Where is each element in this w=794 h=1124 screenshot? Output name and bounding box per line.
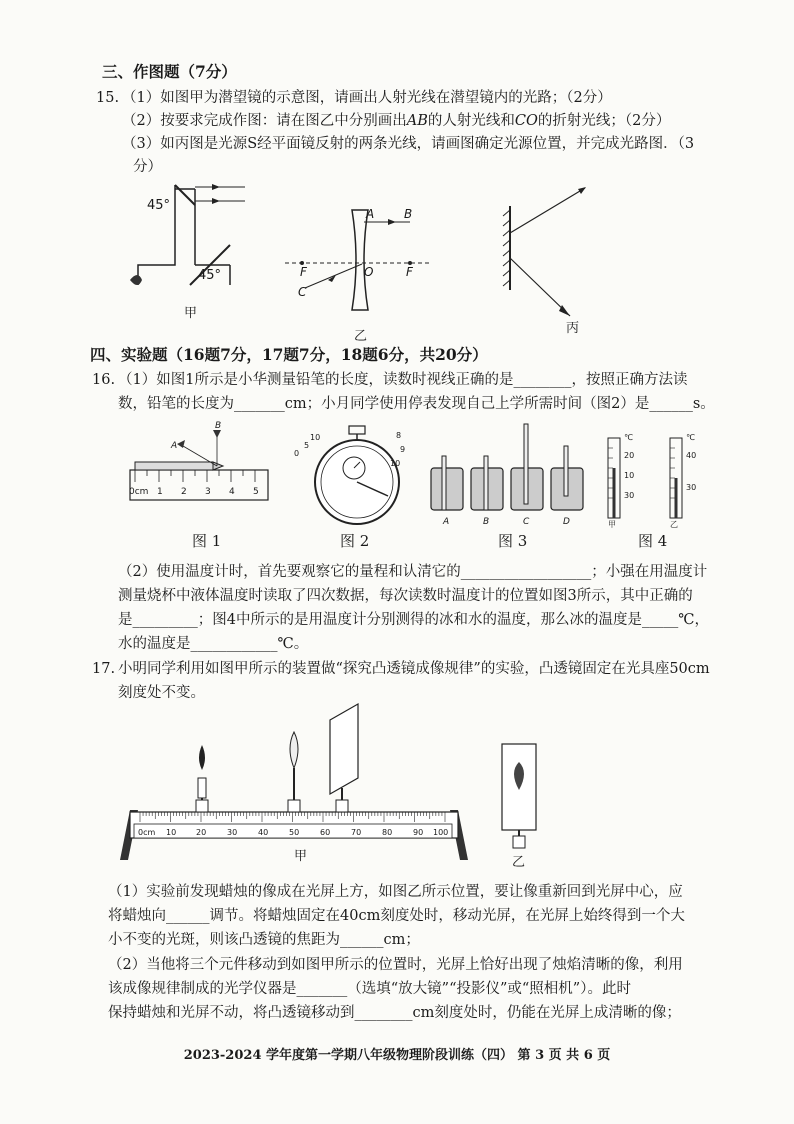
q16-part2-line4: 水的温度是____________℃。 xyxy=(118,636,309,652)
q17-part1-line3: 小不变的光斑，则该凸透镜的焦距为______cm； xyxy=(108,932,420,948)
thermo-right-tick-30: 30 xyxy=(686,483,697,492)
ruler-label-2: 2 xyxy=(181,487,187,497)
fig-yi-caption: 乙 xyxy=(354,329,368,344)
q16-part1-line1: （1）如图1所示是小华测量铅笔的长度，读数时视线正确的是________，按照正确方法读 xyxy=(118,372,688,388)
angle-bottom-label: 45° xyxy=(198,268,222,283)
ruler-label-1: 1 xyxy=(157,487,163,497)
fig-jia-caption: 甲 xyxy=(184,306,198,321)
q16-part2-line2: 测量烧杯中液体温度时读取了四次数据，每次读数时温度计的位置如图3所示，其中正确的 xyxy=(118,588,693,604)
q15-part3-cont: 分） xyxy=(133,159,162,175)
bench-caption-jia: 甲 xyxy=(294,849,308,864)
q15-part1: （1）如图甲为潜望镜的示意图，请画出人射光线在潜望镜内的光路；（2分） xyxy=(122,90,612,106)
thermo-left-tick-30: 30 xyxy=(624,491,635,500)
fig1-caption: 图 1 xyxy=(192,532,222,550)
dial-big-8: 8 xyxy=(396,431,402,440)
ruler-pencil-figure xyxy=(125,418,275,528)
q15-part3: （3）如丙图是光源S经平面镜反射的两条光线，请画图确定光源位置，并完成光路图．（3 xyxy=(122,136,695,152)
stopwatch-figure xyxy=(290,418,420,528)
eye-a-label: A xyxy=(171,441,178,451)
dial-small-5: 5 xyxy=(304,441,310,450)
q16-part2-line3: 是_________；图4中所示的是用温度计分别测得的冰和水的温度，那么冰的温度是_____℃， xyxy=(118,612,709,628)
q17-part2-line2: 该成像规律制成的光学仪器是_______（选填“放大镜”“投影仪”或“照相机”）。此时 xyxy=(108,981,631,997)
ruler-label-0: 0cm xyxy=(129,487,149,497)
bench-label-20: 20 xyxy=(196,828,207,837)
fig-bing-caption: 丙 xyxy=(566,321,580,336)
eye-b-label: B xyxy=(215,421,222,431)
bench-label-90: 90 xyxy=(413,828,424,837)
thermo-right-tick-40: 40 xyxy=(686,451,697,460)
q17-part1-line2: 将蜡烛向______调节。将蜡烛固定在40cm刻度处时，移动光屏，在光屏上始终得到一个大 xyxy=(108,908,685,924)
optical-center-label: O xyxy=(364,265,374,279)
focal-point-right-label: F xyxy=(406,265,413,279)
section-heading-3: 三、作图题（7分） xyxy=(102,62,237,81)
bench-label-60: 60 xyxy=(320,828,331,837)
question-number-16: 16. xyxy=(92,372,116,388)
point-b-label: B xyxy=(404,207,413,221)
q15-part2: （2）按要求完成作图：请在图乙中分别画出AB的人射光线和CO的折射光线；（2分） xyxy=(122,113,671,129)
dial-big-10: 10 xyxy=(390,459,401,468)
screen-image-figure xyxy=(492,740,542,870)
bench-label-50: 50 xyxy=(289,828,300,837)
q17-intro-line2: 刻度处不变。 xyxy=(118,685,205,701)
beakers-figure xyxy=(425,420,590,528)
q17-intro-line1: 小明同学利用如图甲所示的装置做“探究凸透镜成像规律”的实验，凸透镜固定在光具座50cm xyxy=(118,661,710,677)
thermometers-figure xyxy=(600,428,710,528)
q17-part2-line1: （2）当他将三个元件移动到如图甲所示的位置时，光屏上恰好出现了烛焰清晰的像，利用 xyxy=(108,957,683,973)
screen-caption-yi: 乙 xyxy=(512,855,526,870)
focal-point-left-label: F xyxy=(300,265,307,279)
bench-label-70: 70 xyxy=(351,828,362,837)
thermo-left-tick-20: 20 xyxy=(624,451,635,460)
bench-label-30: 30 xyxy=(227,828,238,837)
dial-small-0: 0 xyxy=(294,449,300,458)
q16-part1-line2: 数，铅笔的长度为_______cm；小月同学使用停表发现自己上学所需时间（图2）是______s。 xyxy=(118,396,715,412)
fig2-caption: 图 2 xyxy=(340,532,370,550)
beaker-c-label: C xyxy=(523,517,530,527)
concave-lens-figure xyxy=(280,200,440,350)
plane-mirror-figure xyxy=(490,178,600,338)
optical-bench-figure xyxy=(110,700,480,875)
ruler-label-5: 5 xyxy=(253,487,259,497)
bench-label-100: 100 xyxy=(433,828,449,837)
section-heading-4: 四、实验题（16题7分，17题7分，18题6分，共20分） xyxy=(90,345,488,364)
q17-part1-line1: （1）实验前发现蜡烛的像成在光屏上方，如图乙所示位置，要让像重新回到光屏中心，应 xyxy=(108,884,683,900)
fig4-caption: 图 4 xyxy=(638,532,668,550)
bench-label-0: 0cm xyxy=(138,828,156,837)
periscope-figure xyxy=(120,175,260,325)
dial-big-9: 9 xyxy=(400,445,406,454)
beaker-a-label: A xyxy=(443,517,450,527)
point-c-label: C xyxy=(298,285,307,299)
bench-label-80: 80 xyxy=(382,828,393,837)
q16-part2-line1: （2）使用温度计时，首先要观察它的量程和认清它的__________________；小强在用温度计 xyxy=(118,564,708,580)
q17-part2-line3: 保持蜡烛和光屏不动，将凸透镜移动到________cm刻度处时，仍能在光屏上成清晰的像； xyxy=(108,1005,681,1021)
beaker-d-label: D xyxy=(563,517,570,527)
bench-label-10: 10 xyxy=(166,828,177,837)
thermo-left-tick-10: 10 xyxy=(624,471,635,480)
thermo-right-unit: ℃ xyxy=(686,433,695,442)
page-footer: 2023-2024 学年度第一学期八年级物理阶段训练（四） 第 3 页 共 6 页 xyxy=(183,1048,611,1063)
fig3-caption: 图 3 xyxy=(498,532,528,550)
ruler-label-4: 4 xyxy=(229,487,235,497)
thermo-left-label: 甲 xyxy=(608,520,616,528)
ruler-label-3: 3 xyxy=(205,487,211,497)
thermo-right-label: 乙 xyxy=(670,520,678,528)
beaker-b-label: B xyxy=(483,517,490,527)
question-number-15: 15. xyxy=(96,90,120,106)
angle-top-label: 45° xyxy=(147,198,171,213)
thermo-left-unit: ℃ xyxy=(624,433,633,442)
dial-small-10: 10 xyxy=(310,433,321,442)
question-number-17: 17. xyxy=(92,661,116,677)
point-a-label: A xyxy=(366,207,375,221)
bench-label-40: 40 xyxy=(258,828,269,837)
